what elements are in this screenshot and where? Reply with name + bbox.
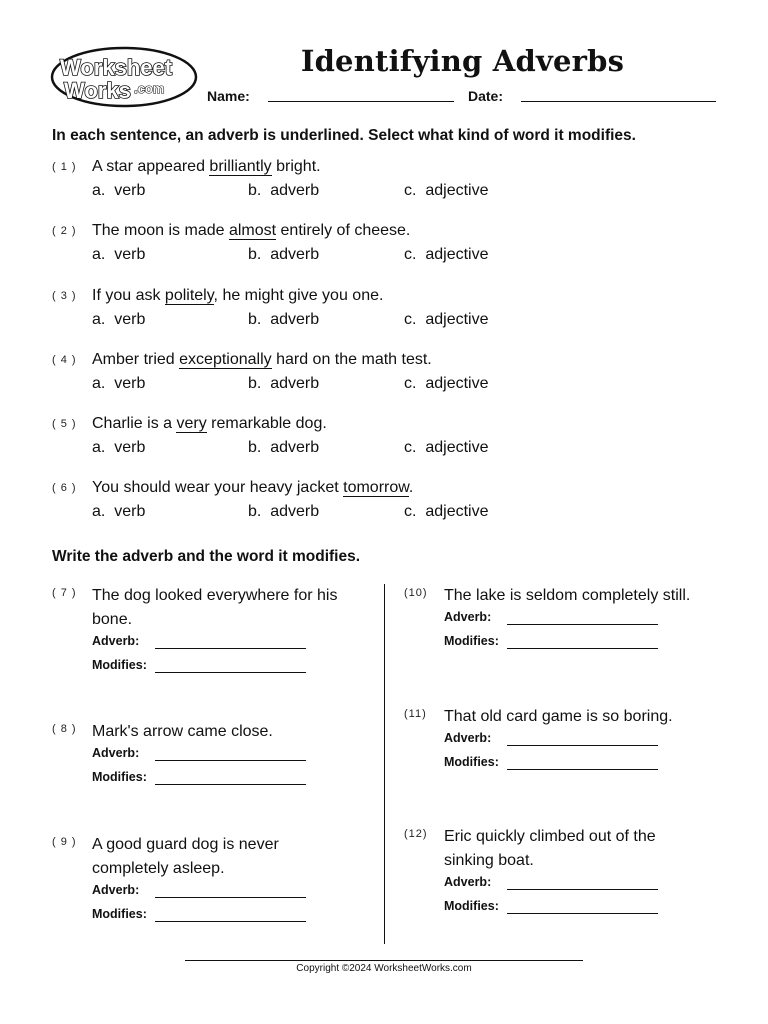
sentence-before: If you ask [92,287,165,304]
section2-instruction: Write the adverb and the word it modifies. [52,548,361,565]
underlined-adverb: brilliantly [209,158,272,175]
name-field[interactable] [268,101,454,102]
sentence-line-1: The dog looked everywhere for his [92,587,338,604]
modifies-label: Modifies: [444,755,499,769]
question-sentence [92,833,279,881]
question-number: ( 5 ) [52,418,77,430]
underlined-adverb: very [176,415,207,432]
adverb-label: Adverb: [444,610,492,624]
underlined-adverb: exceptionally [179,351,272,368]
adverb-answer-line[interactable] [507,745,658,746]
adverb-label: Adverb: [92,634,140,648]
question-sentence [92,222,410,240]
question-number: ( 7 ) [52,587,77,599]
answer-option-b[interactable]: b. adverb [248,503,320,520]
answer-option-c[interactable]: c. adjective [404,503,489,520]
footer-rule [185,960,583,961]
sentence-before: You should wear your heavy jacket [92,479,344,496]
logo-text-line2: Works [64,78,131,103]
modifies-answer-line[interactable] [155,784,306,785]
write-question-right-2 [404,705,724,805]
write-question-right-3 [404,825,724,925]
question-sentence [92,720,273,744]
question-3 [52,287,732,335]
modifies-label: Modifies: [444,899,499,913]
sentence-line-2: completely asleep. [92,860,225,877]
question-4 [52,351,732,399]
question-sentence [92,158,321,176]
adverb-label: Adverb: [92,883,140,897]
sentence-line-1: That old card game is so boring. [444,708,673,725]
answer-option-b[interactable]: b. adverb [248,182,320,199]
sentence-after: remarkable dog. [206,415,327,432]
question-sentence [92,351,432,369]
question-sentence [92,584,337,632]
sentence-after: . [408,479,414,496]
answer-option-b[interactable]: b. adverb [248,439,320,456]
date-label: Date: [468,88,504,104]
modifies-answer-line[interactable] [507,769,658,770]
answer-option-b[interactable]: b. adverb [248,375,320,392]
question-number: (12) [404,828,428,840]
answer-option-a[interactable]: a. verb [92,246,146,263]
sentence-after: entirely of cheese. [276,222,411,239]
modifies-answer-line[interactable] [155,921,306,922]
sentence-line-1: A good guard dog is never [92,836,279,853]
date-field[interactable] [521,101,716,102]
logo-text-suffix: .com [134,81,165,96]
answer-option-a[interactable]: a. verb [92,182,146,199]
modifies-label: Modifies: [92,658,147,672]
adverb-label: Adverb: [444,875,492,889]
underlined-adverb: politely [164,287,214,304]
sentence-before: Amber tried [92,351,180,368]
answer-option-a[interactable]: a. verb [92,439,146,456]
question-number: (10) [404,587,428,599]
modifies-label: Modifies: [92,907,147,921]
adverb-answer-line[interactable] [155,897,306,898]
column-divider [384,584,385,944]
modifies-label: Modifies: [444,634,499,648]
adverb-answer-line[interactable] [507,624,658,625]
sentence-line-2: sinking boat. [444,852,534,869]
name-label: Name: [207,88,250,104]
sentence-before: Charlie is a [92,415,177,432]
question-number: ( 3 ) [52,290,77,302]
answer-option-a[interactable]: a. verb [92,311,146,328]
answer-option-a[interactable]: a. verb [92,375,146,392]
question-sentence [92,287,383,305]
section1-instruction: In each sentence, an adverb is underlined. Select what kind of word it modifies. [52,127,636,144]
answer-option-a[interactable]: a. verb [92,503,146,520]
underlined-adverb: almost [228,222,277,239]
question-number: ( 1 ) [52,161,77,173]
question-sentence [444,705,673,729]
answer-option-c[interactable]: c. adjective [404,311,489,328]
adverb-label: Adverb: [444,731,492,745]
sentence-line-2: bone. [92,611,133,628]
question-5 [52,415,732,463]
answer-option-c[interactable]: c. adjective [404,439,489,456]
question-sentence [444,825,656,873]
question-number: ( 9 ) [52,836,77,848]
logo-text-line1: Worksheet [60,55,173,80]
answer-option-c[interactable]: c. adjective [404,375,489,392]
sentence-after: hard on the math test. [271,351,432,368]
page-title: Identifying Adverbs [300,44,625,78]
sentence-before: The moon is made [92,222,229,239]
question-number: ( 2 ) [52,225,77,237]
question-sentence [92,479,413,497]
sentence-line-1: Eric quickly climbed out of the [444,828,656,845]
modifies-answer-line[interactable] [507,913,658,914]
answer-option-b[interactable]: b. adverb [248,246,320,263]
question-sentence [444,584,690,608]
question-number: (11) [404,708,427,720]
copyright-text: Copyright ©2024 WorksheetWorks.com [296,963,472,974]
question-number: ( 6 ) [52,482,77,494]
write-question-left-3 [52,833,372,933]
write-question-right-1 [404,584,724,684]
adverb-answer-line[interactable] [155,760,306,761]
write-question-left-2 [52,720,372,820]
sentence-before: A star appeared [92,158,210,175]
adverb-label: Adverb: [92,746,140,760]
sentence-line-1: Mark's arrow came close. [92,723,273,740]
question-sentence [92,415,327,433]
answer-option-c[interactable]: c. adjective [404,246,489,263]
underlined-adverb: tomorrow [343,479,409,496]
modifies-answer-line[interactable] [155,672,306,673]
answer-option-c[interactable]: c. adjective [404,182,489,199]
adverb-answer-line[interactable] [507,889,658,890]
question-6 [52,479,732,527]
write-question-left-1 [52,584,372,684]
worksheetworks-logo [50,46,198,108]
sentence-after: , he might give you one. [213,287,384,304]
question-number: ( 4 ) [52,354,77,366]
question-1 [52,158,732,206]
sentence-after: bright. [271,158,321,175]
question-2 [52,222,732,270]
sentence-line-1: The lake is seldom completely still. [444,587,691,604]
question-number: ( 8 ) [52,723,77,735]
answer-option-b[interactable]: b. adverb [248,311,320,328]
modifies-answer-line[interactable] [507,648,658,649]
adverb-answer-line[interactable] [155,648,306,649]
modifies-label: Modifies: [92,770,147,784]
